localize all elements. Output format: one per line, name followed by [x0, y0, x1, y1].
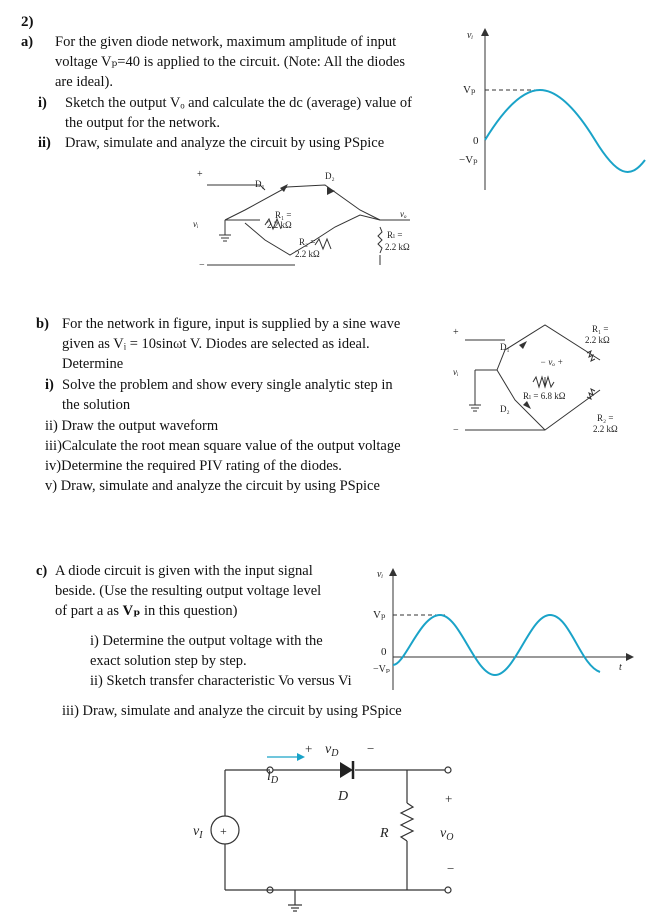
- zero-label: 0: [381, 646, 387, 658]
- rl-value: 2.2 kΩ: [385, 242, 410, 252]
- r2-label: R₂ =: [299, 237, 316, 247]
- part-a-q1-line1: Sketch the output Vₒ and calculate the dc (average) value of: [65, 95, 412, 111]
- part-a-q1-label: i): [38, 95, 47, 111]
- part-c-circuit: [193, 741, 475, 915]
- vd-minus: −: [367, 741, 375, 756]
- part-a-q2-label: ii): [38, 135, 51, 151]
- part-b-q4: iv)Determine the required PIV rating of the diodes.: [45, 458, 342, 474]
- part-a-line2: voltage Vₚ=40 is applied to the circuit. (Note: All the diodes: [55, 54, 405, 70]
- part-a-label: a): [21, 34, 34, 50]
- sine-wave: [485, 90, 645, 172]
- part-b-line2: given as Vᵢ = 10sinωt V. Diodes are selected as ideal.: [62, 336, 370, 352]
- part-a-line3: are ideal).: [55, 74, 113, 90]
- vo-main: v: [440, 826, 447, 841]
- zero-label: 0: [473, 135, 479, 147]
- problem-number: 2): [21, 14, 34, 30]
- part-b-q5: v) Draw, simulate and analyze the circuit by using PSpice: [45, 478, 380, 494]
- r2-value: 2.2 kΩ: [593, 424, 618, 434]
- part-a-input-graph: [455, 20, 645, 200]
- vi-label: vᵢ: [453, 367, 459, 377]
- part-a-q1-line2: the output for the network.: [65, 115, 221, 131]
- part-c-q1-line2: exact solution step by step.: [90, 653, 247, 669]
- vo-minus: −: [447, 861, 455, 876]
- part-c-q3: iii) Draw, simulate and analyze the circuit by using PSpice: [62, 703, 402, 719]
- vo-sub: O: [446, 832, 454, 843]
- neg-vp-label: −Vₚ: [459, 154, 478, 166]
- r-label: R: [380, 826, 389, 841]
- current-arrow-icon: [297, 753, 305, 761]
- part-c-label: c): [36, 563, 48, 579]
- r1-label: R₁ =: [275, 210, 292, 220]
- part-c-line1: A diode circuit is given with the input signal: [55, 563, 313, 579]
- axis-label: vᵢ: [467, 30, 474, 41]
- part-b-label: b): [36, 316, 49, 332]
- plus-sign: +: [197, 169, 203, 180]
- vi-main: v: [193, 824, 200, 839]
- vd-plus: +: [305, 741, 313, 756]
- rl-label: Rₗ =: [387, 230, 403, 240]
- part-c-line3-pre: of part a as: [55, 603, 123, 619]
- diode-d1-symbol: [280, 184, 288, 192]
- d2-label: D₂: [500, 404, 510, 414]
- vi-label: vᵢ: [193, 219, 199, 229]
- vo-label: vₒ: [400, 209, 407, 219]
- diode-d1-symbol: [519, 341, 527, 349]
- vd-sub: D: [331, 748, 339, 759]
- part-b-line1: For the network in figure, input is supplied by a sine wave: [62, 316, 401, 332]
- rl-label: Rₗ = 6.8 kΩ: [523, 391, 566, 401]
- vp-label: Vₚ: [373, 609, 386, 621]
- r1-value: 2.2 kΩ: [585, 335, 610, 345]
- t-label: t: [619, 662, 622, 673]
- source-plus: +: [220, 824, 227, 838]
- part-c-line3: [55, 601, 237, 621]
- diode-symbol: [340, 762, 353, 778]
- part-c-q2: ii) Sketch transfer characteristic Vo versus Vi: [90, 673, 352, 689]
- part-b-q1-line2: the solution: [62, 397, 131, 413]
- d1-label: D₁: [500, 342, 510, 352]
- part-b-q2: ii) Draw the output waveform: [45, 418, 219, 434]
- vi-sub: I: [199, 830, 203, 841]
- vo-plus: +: [445, 791, 453, 806]
- r1-value: 2.2 kΩ: [267, 220, 292, 230]
- plus-sign: +: [453, 327, 459, 338]
- vp-label: Vₚ: [463, 84, 476, 96]
- vi-label: [193, 824, 203, 841]
- part-b-q3: iii)Calculate the root mean square value of the output voltage: [45, 438, 401, 454]
- vo-label: [440, 826, 453, 843]
- vd-main: v: [325, 742, 332, 757]
- neg-vp-label: −Vₚ: [373, 664, 390, 675]
- part-a-circuit: [175, 165, 450, 280]
- vd-label: [325, 742, 339, 759]
- part-c-line3-post: in this question): [140, 603, 238, 619]
- part-b-q1-line1: Solve the problem and show every single analytic step in: [62, 377, 393, 393]
- diode-d2-symbol: [327, 187, 335, 195]
- minus-sign: −: [453, 425, 459, 436]
- diode-d2-symbol: [523, 401, 531, 409]
- part-b-line3: Determine: [62, 356, 124, 372]
- part-a-q2-text: Draw, simulate and analyze the circuit by using PSpice: [65, 135, 385, 151]
- d2-label: D₂: [325, 171, 335, 181]
- r2-label: R₂ =: [597, 413, 614, 423]
- part-c-q1-line1: i) Determine the output voltage with the: [90, 633, 323, 649]
- vo-label: − vₒ +: [540, 357, 564, 367]
- part-b-circuit: [445, 305, 645, 445]
- id-sub: D: [270, 775, 279, 786]
- d1-label: D₁: [255, 179, 265, 189]
- id-main: i: [267, 769, 271, 784]
- minus-sign: −: [199, 260, 205, 271]
- part-c-line3-bold: Vₚ: [122, 603, 141, 619]
- part-c-input-graph: [365, 560, 640, 695]
- r2-value: 2.2 kΩ: [295, 249, 320, 259]
- diode-label: D: [338, 789, 349, 804]
- axis-label: vᵢ: [377, 569, 384, 580]
- part-a-line1: For the given diode network, maximum amplitude of input: [55, 34, 397, 50]
- sine-wave: [393, 615, 600, 675]
- part-c-line2: beside. (Use the resulting output voltage level: [55, 583, 322, 599]
- part-b-q1-label: i): [45, 377, 54, 393]
- r1-label: R₁ =: [592, 324, 609, 334]
